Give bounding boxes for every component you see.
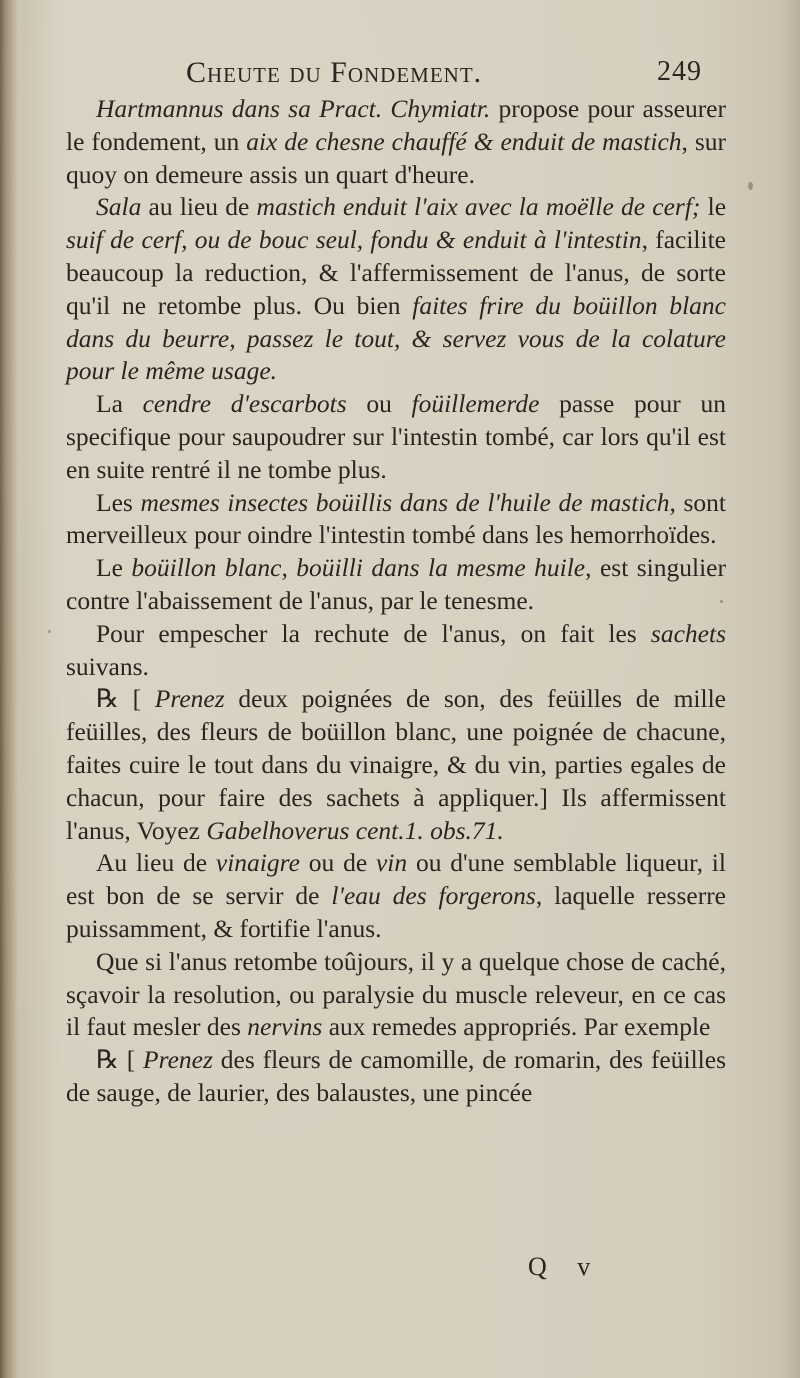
roman-text: le (707, 192, 727, 222)
italic-text: vin (375, 848, 416, 878)
italic-text: Prenez (154, 684, 239, 714)
italic-text: vinaigre (215, 848, 309, 878)
italic-text: Gabelhoverus cent.1. obs.71. (206, 815, 504, 845)
catchword: Q v (528, 1252, 603, 1281)
italic-text: faites frire du boüillon blanc dans du beurre, passez le tout, & servez vous de la colature pour le même usage. (66, 290, 726, 386)
roman-text: deux poignées de son, des feüilles de mille feüilles, des fleurs de boüillon blanc, une poignée de chacune, faites cuire le tout dans du vinaigre, & du vin, parties egales de chacun, pour faire des sachets à appliquer.] Ils affermissent l'anus, Voyez (66, 684, 727, 845)
roman-text: Au lieu de (96, 848, 216, 878)
paragraph (66, 552, 726, 618)
roman-text: Pour empescher la rechute de l'anus, on fait les (96, 618, 651, 648)
roman-text: , sont merveilleux pour oindre l'intestin tombé dans les hemorrhoïdes. (66, 487, 726, 550)
roman-text: suivans. (66, 651, 149, 681)
running-title: Cheute du Fondement. (186, 56, 483, 89)
roman-text: propose pour asseurer le fondement, un (66, 94, 726, 156)
roman-text: , est singulier contre l'abaissement de l'anus, par le tenesme. (66, 553, 726, 615)
italic-text: boüillon blanc, boüilli dans la mesme huile (131, 553, 586, 583)
italic-text: l'eau des forgerons (331, 881, 536, 911)
body-text (66, 93, 726, 1110)
paragraph (66, 93, 726, 191)
roman-text: Que si l'anus retombe toûjours, il y a quelque chose de caché, sçavoir la resolution, ou paralysie du muscle releveur, en ce cas il faut mesler des (66, 946, 726, 1042)
italic-text: suif de cerf, ou de bouc seul, fondu & enduit à l'intestin (66, 225, 642, 255)
page-header (186, 50, 716, 94)
roman-text: La (96, 389, 143, 419)
italic-text: nervins (247, 1012, 329, 1042)
roman-text: ℞ [ (96, 684, 155, 714)
roman-text: , facilite beaucoup la reduction, & l'affermissement de l'anus, de sorte qu'il ne retombe plus. Ou bien (66, 225, 726, 320)
italic-text: mesmes insectes boüillis dans de l'huile de mastich (140, 487, 670, 517)
paragraph (66, 191, 726, 388)
paper-speck (720, 600, 723, 603)
roman-text: Les (96, 487, 141, 517)
paragraph (66, 388, 726, 486)
page-number: 249 (657, 56, 702, 87)
roman-text: , laquelle resserre puissamment, & fortifie l'anus. (66, 881, 726, 943)
paragraph (66, 618, 726, 684)
italic-text: cendre d'escarbots (142, 389, 367, 419)
paragraph (66, 847, 726, 945)
roman-text: passe pour un specifique pour saupoudrer sur l'intestin tombé, car lors qu'il est en suite rentré il ne tombe plus. (66, 389, 726, 484)
roman-text: des fleurs de camomille, de romarin, des feüilles de sauge, de laurier, des balaustes, une pincée (66, 1045, 726, 1107)
roman-text: ou (366, 389, 412, 419)
roman-text: ou de (308, 848, 376, 878)
roman-text: aux remedes appropriés. Par exemple (328, 1012, 711, 1042)
roman-text: , sur quoy on demeure assis un quart d'heure. (66, 126, 727, 189)
paragraph (66, 487, 726, 553)
italic-text: Hartmannus dans sa Pract. Chymiatr. (96, 94, 499, 123)
italic-text: foüillemerde (411, 389, 560, 419)
roman-text: au lieu de (148, 192, 257, 222)
italic-text: sachets (650, 618, 726, 648)
paper-speck (748, 182, 753, 190)
paragraph (66, 946, 726, 1044)
italic-text: aix de chesne chauffé & enduit de mastich (246, 126, 682, 156)
italic-text: mastich enduit l'aix avec la moëlle de cerf; (256, 192, 708, 222)
italic-text: Sala (96, 192, 149, 222)
roman-text: ou d'une semblable liqueur, il est bon de se servir de (66, 848, 726, 911)
paper-speck (48, 630, 51, 633)
roman-text: Le (96, 553, 132, 583)
paragraph (66, 1044, 726, 1110)
italic-text: Prenez (143, 1045, 221, 1075)
paragraph (66, 683, 726, 847)
roman-text: ℞ [ (96, 1045, 144, 1075)
